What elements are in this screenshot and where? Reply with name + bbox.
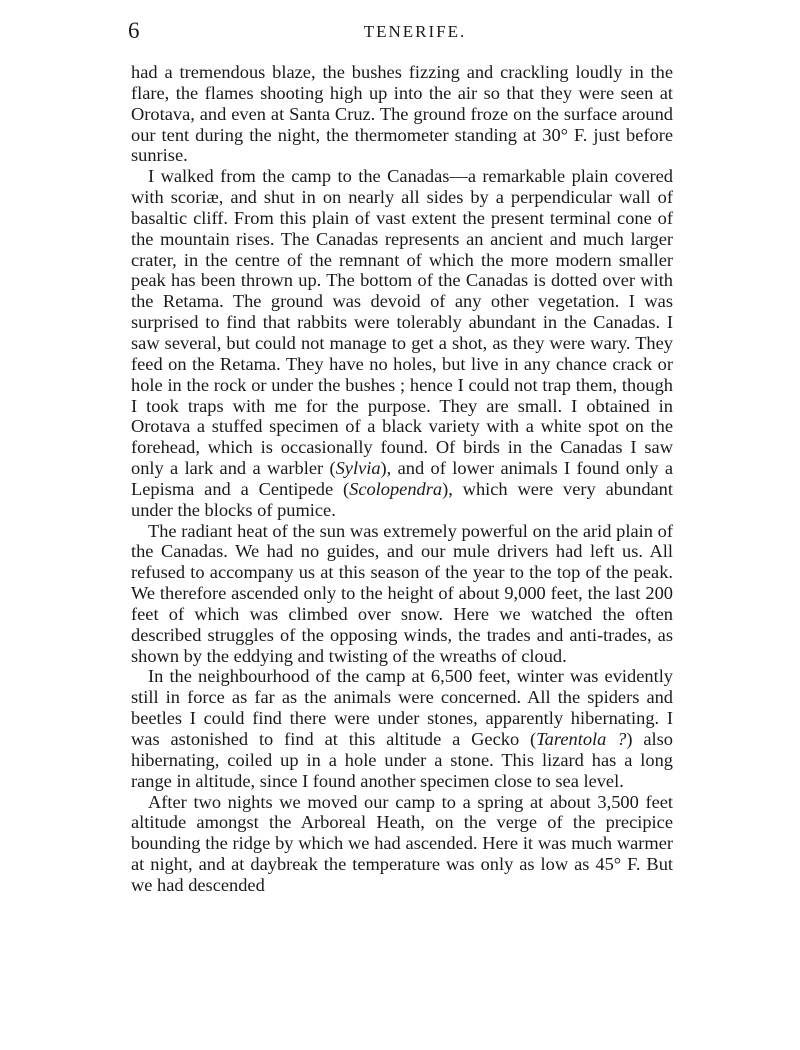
body-text [131, 62, 673, 896]
italic-term: Scolopendra [349, 478, 443, 499]
text-run: ), which were very abundant under the blocks of pumice. [131, 478, 673, 520]
paragraph-radiant-heat [131, 521, 673, 667]
paragraph-continued [131, 62, 673, 166]
text-run: In the neighbourhood of the camp at 6,500 feet, winter was evidently still in force as far as the animals were concerned. All the spiders and beetles I could find there were under stones, apparently hibernating. I was astonished to find at this altitude a Gecko ( [131, 666, 673, 749]
paragraph-canadas [131, 166, 673, 520]
text-run: had a tremendous blaze, the bushes fizzing and crackling loudly in the flare, the flames shooting high up into the air so that they were seen at Orotava, and even at Santa Cruz. The ground froze on the surface around our tent during the night, the thermometer standing at 30° F. just before sunrise. [131, 62, 673, 166]
italic-term: Sylvia [335, 458, 381, 479]
paragraph-hibernation [131, 666, 673, 791]
page-header [126, 16, 674, 52]
text-run: ) also hibernating, coiled up in a hole under a stone. This lizard has a long range in altitude, since I found another specimen close to sea level. [131, 729, 673, 791]
running-title: TENERIFE. [363, 22, 467, 41]
italic-term: Tarentola ? [536, 729, 627, 749]
text-run: The radiant heat of the sun was extremely powerful on the arid plain of the Canadas. We had no guides, and our mule drivers had left us. All refused to accompany us at this season of the year to the top of the peak. We therefore ascended only to the height of about 9,000 feet, the last 200 feet of which was climbed over snow. Here we watched the often described struggles of the opposing winds, the trades and anti-trades, as shown by the eddying and twisting of the wreaths of cloud. [131, 520, 673, 666]
page-number: 6 [128, 18, 140, 43]
paragraph-moved-camp [131, 792, 673, 896]
text-run: After two nights we moved our camp to a spring at about 3,500 feet altitude amongst the Arboreal Heath, on the verge of the precipice bounding the ridge by which we had ascended. Here it was much warmer at night, and at daybreak the temperature was only as low as 45° F. But we had descended [131, 791, 673, 895]
text-run: I walked from the camp to the Canadas—a remarkable plain covered with scoriæ, and shut in on nearly all sides by a perpendicular wall of basaltic cliff. From this plain of vast extent the present terminal cone of the mountain rises. The Canadas represents an ancient and much larger crater, in the centre of the remnant of which the more modern smaller peak has been thrown up. The bottom of the Canadas is dotted over with the Retama. The ground was devoid of any other vegetation. I was surprised to find that rabbits were tolerably abundant in the Canadas. I saw several, but could not manage to get a shot, as they were wary. They feed on the Retama. They have no holes, but live in any chance crack or hole in the rock or under the bushes ; hence I could not trap them, though I took traps with me for the purpose. They are small. I obtained in Orotava a stuffed specimen of a black variety with a white spot on the forehead, which is occasionally found. Of birds in the Canadas I saw only a lark and a warbler ( [131, 166, 673, 479]
text-run: ), and of lower animals I found only a Lepisma and a Centipede ( [131, 458, 673, 499]
